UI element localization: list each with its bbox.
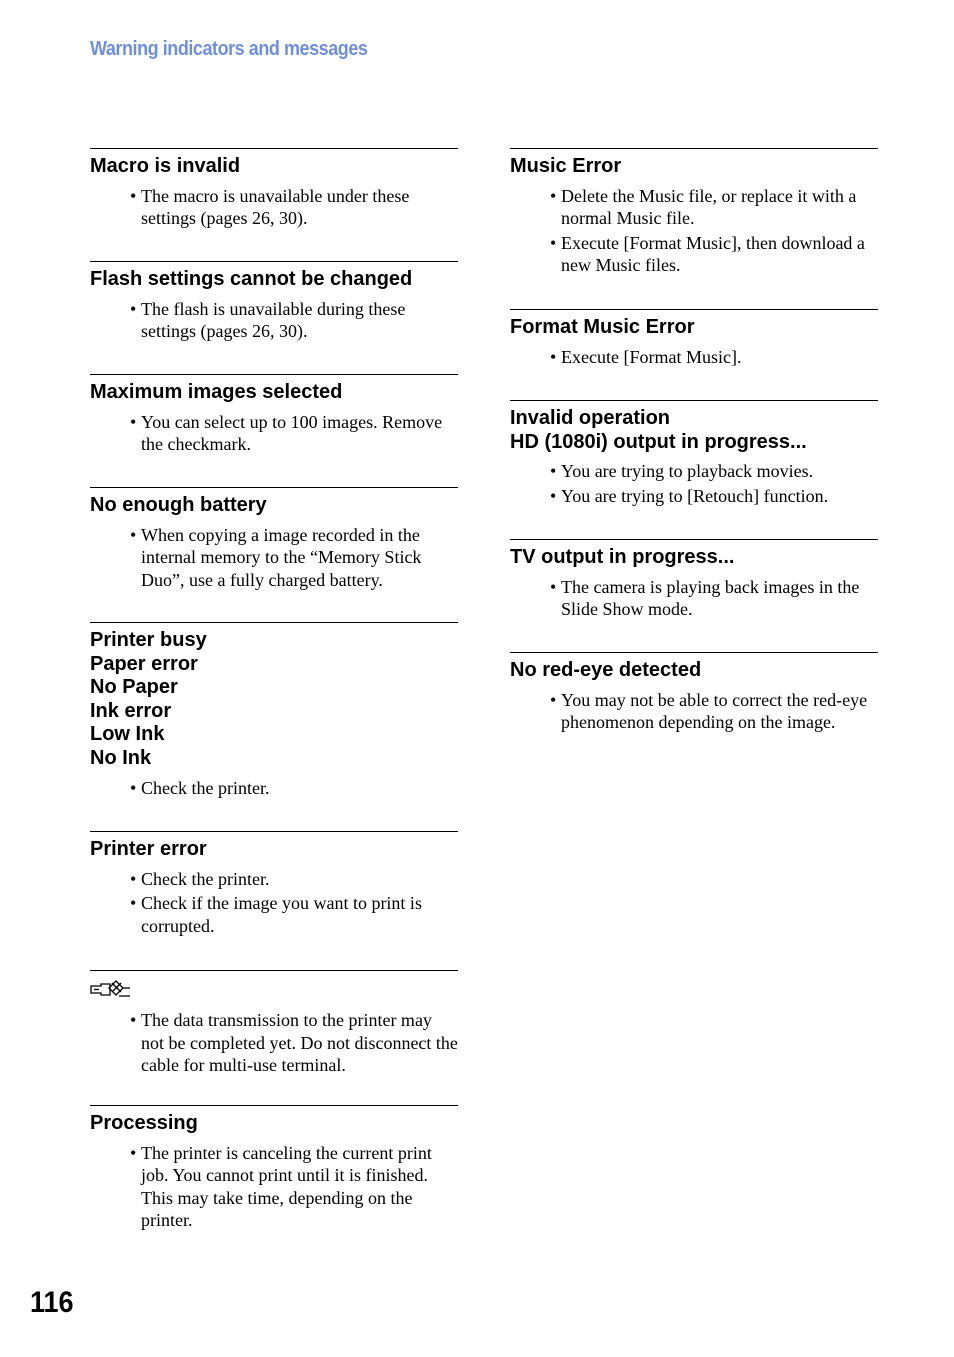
bullet-item: • Execute [Format Music].	[510, 346, 878, 369]
bullet-item: • The macro is unavailable under these settings (pages 26, 30).	[90, 185, 458, 230]
message-title: Flash settings cannot be changed	[90, 268, 413, 290]
right-column	[510, 148, 878, 773]
message-bullets	[90, 298, 458, 343]
message-entry	[90, 622, 458, 831]
message-title: Format Music Error	[510, 316, 695, 338]
bullet-item: • The camera is playing back images in the Slide Show mode.	[510, 576, 878, 621]
message-entry	[90, 148, 458, 261]
message-title: Music Error	[510, 155, 622, 177]
pictbridge-connecting-icon	[90, 979, 458, 1003]
bullet-item: • The printer is canceling the current print job. You cannot print until it is finished. This may take time, depending on the printer.	[90, 1142, 458, 1232]
message-title: Printer busy Paper error No Paper Ink error Low Ink No Ink	[90, 629, 207, 769]
bullet-item: • You can select up to 100 images. Remove the checkmark.	[90, 411, 458, 456]
message-entry	[90, 374, 458, 487]
bullet-item: • When copying a image recorded in the internal memory to the “Memory Stick Duo”, use a fully charged battery.	[90, 524, 458, 592]
bullet-item: • The flash is unavailable during these settings (pages 26, 30).	[90, 298, 458, 343]
message-entry	[510, 652, 878, 773]
message-bullets	[90, 185, 458, 230]
message-entry	[90, 261, 458, 374]
message-title: TV output in progress...	[510, 546, 735, 568]
bullet-item: • Delete the Music file, or replace it with a normal Music file.	[510, 185, 878, 230]
page-header: Warning indicators and messages	[90, 38, 368, 60]
bullet-item: • You may not be able to correct the red-eye phenomenon depending on the image.	[510, 689, 878, 734]
bullet-item: • You are trying to playback movies.	[510, 460, 878, 483]
page-number: 116	[30, 1286, 74, 1319]
message-entry	[510, 400, 878, 539]
message-entry	[510, 309, 878, 400]
message-bullets	[510, 689, 878, 734]
message-title: Macro is invalid	[90, 155, 241, 177]
message-entry	[510, 148, 878, 309]
message-bullets	[510, 460, 878, 507]
message-entry	[90, 487, 458, 622]
bullet-item: • The data transmission to the printer may not be completed yet. Do not disconnect the cable for multi-use terminal.	[90, 1009, 458, 1077]
message-title: No enough battery	[90, 494, 267, 516]
message-bullets	[510, 576, 878, 621]
message-bullets	[510, 185, 878, 277]
message-entry	[90, 970, 458, 1105]
message-title: No red-eye detected	[510, 659, 702, 681]
message-bullets	[90, 777, 458, 800]
bullet-item: • You are trying to [Retouch] function.	[510, 485, 878, 508]
message-title: Printer error	[90, 838, 207, 860]
message-title: Processing	[90, 1112, 198, 1134]
bullet-item: • Check if the image you want to print is corrupted.	[90, 892, 458, 937]
message-bullets	[90, 524, 458, 592]
message-entry	[90, 1105, 458, 1246]
message-bullets	[510, 346, 878, 369]
message-bullets	[90, 868, 458, 938]
bullet-item: • Execute [Format Music], then download a new Music files.	[510, 232, 878, 277]
bullet-item: • Check the printer.	[90, 777, 458, 800]
message-bullets	[90, 1009, 458, 1077]
bullet-item: • Check the printer.	[90, 868, 458, 891]
message-entry	[90, 831, 458, 970]
message-entry	[510, 539, 878, 652]
message-bullets	[90, 1142, 458, 1232]
message-bullets	[90, 411, 458, 456]
message-title: Invalid operation HD (1080i) output in progress...	[510, 407, 807, 453]
left-column	[90, 148, 458, 1246]
message-title: Maximum images selected	[90, 381, 343, 403]
